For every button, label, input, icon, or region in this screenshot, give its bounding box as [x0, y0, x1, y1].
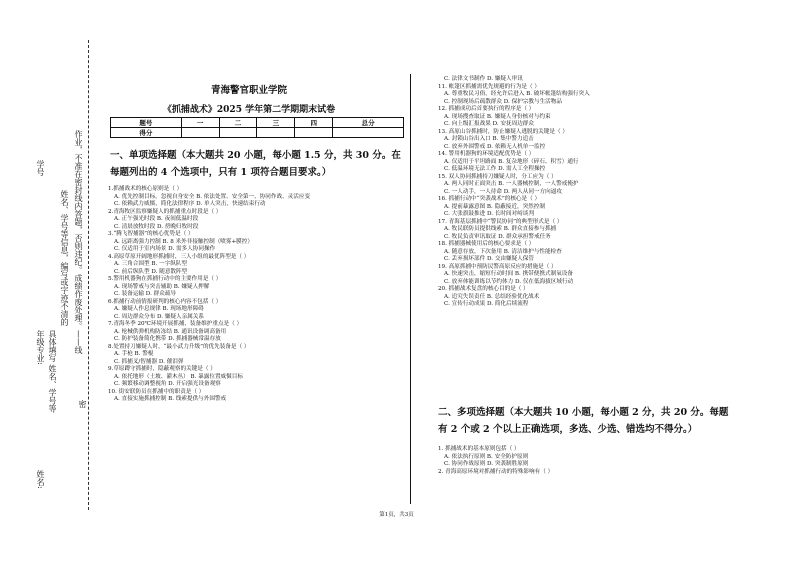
question-options: A. 远距离强力控制 B. 8 米外非接触控制（喷雾+膜控）: [114, 238, 253, 245]
question-options: A. 现场搜查取证 B. 嫌疑人身份核对与约束: [444, 113, 551, 120]
question-stem: 6.抓捕行动前情报研判的核心内容不包括（ ）: [108, 298, 222, 305]
name-info-text: 姓名、学号等信息，编写或字迹不清的: [60, 190, 69, 326]
score-row-label: 得分: [111, 128, 182, 138]
question-stem: 17. 青海基层抓捕中“警民协同”的典型形式是（ ）: [438, 218, 563, 225]
score-table-header-row: [111, 118, 404, 128]
section1-heading-line1: 一、单项选择题（本大题共 20 小题，每小题 1.5 分，共 30 分。在: [110, 150, 401, 161]
question-options: C. 大张旗鼓推进 D. 长时间对峙谈判: [444, 211, 534, 217]
score-header-cell: 三: [257, 118, 295, 128]
score-header-cell: 总分: [333, 118, 404, 128]
question-options: A. 嫌疑人作息规律 B. 现场地形障碍: [114, 306, 204, 312]
question-stem: 20. 抓捕战术复盘的核心目的是（ ）: [438, 286, 529, 292]
score-cell[interactable]: [181, 128, 219, 138]
question-options: A. 直接实施抓捕控制 B. 线索提供与外围警戒: [114, 396, 227, 402]
question-options: A. 仅适用于平坦路面 B. 复杂地形（碎石、积雪）通行: [444, 158, 579, 165]
question-options: A. 依法执行原则 B. 安全防护原则: [444, 453, 529, 460]
question-stem: 11. 帐篷区抓捕需优先规避的行为是（ ）: [438, 83, 540, 90]
major-label: 年级专业:: [36, 330, 45, 365]
question-options: C. 仅适用于室内场景 D. 需多人协同操作: [114, 246, 216, 252]
question-options: A. 提前暴露意图 B. 隐蔽接近，突然控制: [444, 203, 545, 210]
question-options: C. 牧民负责审讯取证 D. 群众承担警戒任务: [444, 233, 551, 240]
question-options: A. 随意存放，下次备用 B. 清洁维护与性能检查: [444, 248, 562, 255]
question-options: A. 快速突击，缩短行动时间 B. 携带便携式制氧设备: [444, 271, 573, 277]
question-stem: 1. 抓捕战术的基本原则包括（ ）: [438, 446, 520, 452]
question-options: C. 依赖武力威慑，简化法律程序 D. 单人突击，快速结束行动: [114, 201, 266, 207]
question-stem: 10. 街安联防员在抓捕中的职责是（ ）: [108, 388, 205, 395]
question-options: A. 两人同时正面突击 B. 一人器械控制，一人警戒掩护: [444, 181, 579, 187]
question-options: C. 抓捕叉/智捕器 D. 催泪弹: [114, 358, 184, 365]
question-stem: 14. 警用机器狗的环境适配优势是（ ）: [438, 151, 535, 157]
question-options: A. 枪械供弹机构防冻结 B. 通讯设备调高备用: [114, 328, 227, 335]
question-stem: 3.“腾飞智捕器”的核心优势是（ ）: [108, 231, 194, 237]
class-info-text: 具体填写 姓名、学号等: [48, 330, 57, 413]
score-header-cell: 一: [181, 118, 219, 128]
seal-line: [88, 40, 89, 510]
question-options: A. 依托地形（土坡、灌木丛） B. 暴露位置威慑目标: [114, 373, 243, 380]
name-label: 姓名:: [36, 470, 45, 489]
question-options: A. 手枪 B. 警棍: [114, 351, 154, 357]
binding-strip: [0, 0, 98, 561]
question-stem: 19. 高原抓捕中预防民警高原反应的措施是（ ）: [438, 263, 557, 270]
question-options: A. 封锁山谷出入口 B. 集中警力追击: [444, 136, 534, 142]
question-stem: 2. 青海高原环境对抓捕行动的特殊影响有（ ）: [438, 468, 554, 475]
question-options: A. 尊重牧民习俗，经允许后进入 B. 破坏帐篷结构强行突入: [444, 91, 590, 97]
score-cell[interactable]: [295, 128, 333, 138]
right-question-column: [438, 76, 738, 309]
exam-title: 《抓捕战术》2025 学年第二学期期末试卷: [162, 105, 336, 115]
question-stem: 4.高原草原开阔地形抓捕时，三人小组的最优阵型是（ ）: [108, 253, 250, 260]
student-id-label: 学号: [36, 160, 45, 176]
question-stem: 12. 抓捕成功后首要执行的程序是（ ）: [438, 106, 535, 112]
question-options: A. 牧民联防员提供线索 B. 群众直接参与抓捕: [444, 226, 557, 232]
section1-heading: [110, 147, 401, 181]
question-stem: 18. 抓捕器械使用后的核心要求是（ ）: [438, 241, 535, 247]
seal-warning-text: 作业，不准在密封线内答题，否则违纪。成绩作废处理。——线: [74, 130, 83, 354]
question-stem: 16. 抓捕行动中“突袭战术”的核心是（ ）: [438, 196, 541, 202]
score-table-score-row: [111, 128, 404, 138]
question-options: C. 一人动手，一人待命 D. 两人从同一方向逼攻: [444, 188, 562, 195]
question-stem: 15. 双人协同抓捕持刀嫌疑人时，分工应为（ ）: [438, 173, 557, 180]
score-cell[interactable]: [333, 128, 404, 138]
score-cell[interactable]: [257, 128, 295, 138]
question-options: C. 法律文书制作 D. 嫌疑人审讯: [444, 76, 523, 82]
question-options: C. 放弃体能训练以节约体力 D. 仅在低海拔区域行动: [444, 278, 574, 285]
question-stem: 13. 高原山谷抓捕时，防止嫌疑人逃脱的关键是（ ）: [438, 128, 568, 135]
score-header-cell: 二: [219, 118, 257, 128]
section2-heading-line2: 有 2 个或 2 个以上正确选项，多选、少选、错选均不得分。）: [438, 424, 698, 435]
question-options: A. 优先控制目标，忽视自身安全 B. 依法处置、安全第一、协同作战、灵活应变: [114, 193, 311, 200]
question-options: A. 现场警戒与突击辅助 B. 嫌疑人押解: [114, 283, 210, 290]
question-options: C. 控制现场后疏散群众 D. 保护宗教与生活物品: [444, 98, 562, 105]
question-options: A. 追究失误责任 B. 总结经验优化战术: [444, 293, 540, 300]
question-options: C. 防护装备简化携带 D. 抓捕器械常温存放: [114, 336, 221, 342]
section2-heading-line1: 二、多项选择题（本大题共 10 小题，每小题 2 分，共 20 分。每题: [438, 407, 729, 418]
question-options: C. 向上级汇报战果 D. 安抚周边群众: [444, 121, 534, 127]
section2-heading: [438, 404, 728, 438]
seal-mark: 密: [78, 400, 87, 408]
school-name: 青海警官职业学院: [210, 85, 287, 96]
question-stem: 1.抓捕战术的核心原则是（ ）: [108, 186, 183, 192]
left-question-column: [108, 186, 390, 404]
question-options: C. 协同作战原则 D. 突袭制胜原则: [444, 461, 529, 467]
question-options: C. 宣传行动成果 D. 简化后续流程: [444, 301, 529, 307]
question-stem: 5.警用机器狗在抓捕行动中的主要作用是（ ）: [108, 276, 222, 282]
question-options: C. 放弃外围警戒 D. 依赖无人机单一监控: [444, 143, 546, 150]
question-options: C. 装备运输 D. 群众疏导: [114, 291, 177, 297]
question-stem: 9.草原蹲守抓捕时，隐蔽观察的关键是（ ）: [108, 366, 216, 372]
question-stem: 7.青海冬季 20℃环境开展抓捕，装备维护重点是（ ）: [108, 321, 243, 327]
score-table: [110, 117, 404, 138]
section2-question-column: [438, 446, 738, 476]
question-options: C. 周边群众分布 D. 嫌疑人亲属关系: [114, 313, 204, 320]
question-options: C. 前后纵队型 D. 随意散阵型: [114, 268, 188, 275]
question-options: C. 频繁移动调整视角 D. 开启强光设备观察: [114, 381, 221, 387]
question-options: C. 低温环境无法工作 D. 需人工全程操控: [444, 166, 546, 172]
score-header-cell: 四: [295, 118, 333, 128]
question-stem: 8.处置持刀嫌疑人时，“最小武力升级”的优先装备是（ ）: [108, 343, 250, 350]
question-options: C. 清晨放牧时段 D. 傍晚归牧时段: [114, 223, 199, 230]
section1-heading-line2: 每题列出的 4 个选项中，只有 1 项符合题目要求。）: [110, 167, 332, 178]
question-options: A. 正午强光时段 B. 夜间低温时段: [114, 216, 199, 222]
question-options: C. 丢弃损坏部件 D. 交由嫌疑人保管: [444, 256, 534, 262]
question-options: A. 三角合围型 B. 一字纵队型: [114, 261, 187, 267]
question-stem: 2.青海牧区监察嫌疑人的抓捕重点时段是（ ）: [108, 208, 222, 215]
score-cell[interactable]: [219, 128, 257, 138]
column-divider: [410, 74, 411, 504]
page-footer: 第1页，共3页: [379, 512, 414, 518]
score-header-cell: 题号: [111, 118, 182, 128]
